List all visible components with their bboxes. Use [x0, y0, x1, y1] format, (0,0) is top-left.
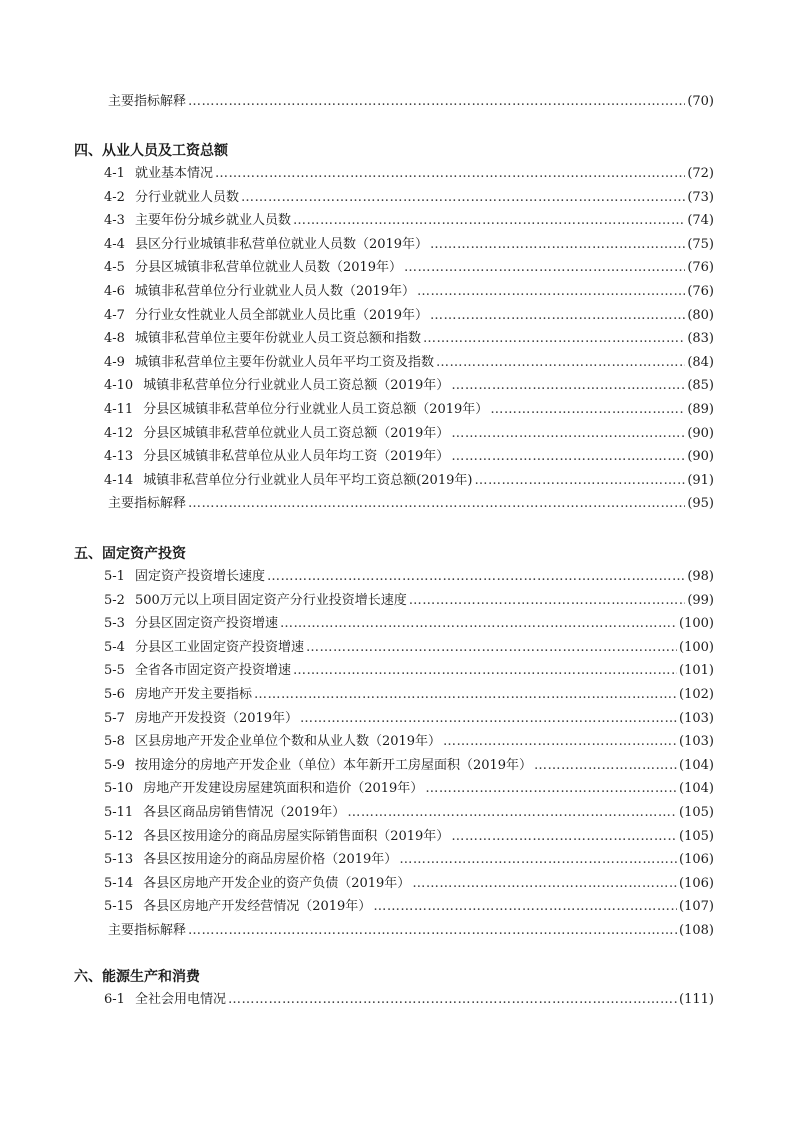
toc-entry-page-number: (98): [687, 569, 714, 584]
toc-entry-page-number: (70): [687, 94, 714, 109]
toc-entry-number: 4-3: [104, 213, 125, 229]
toc-entry-number: 5-9: [104, 757, 125, 773]
toc-entry-title: 各县区按用途分的商品房屋价格（2019年）: [143, 852, 398, 868]
toc-entry-title: 城镇非私营单位分行业就业人员人数（2019年）: [134, 284, 416, 299]
toc-entry-number: 4-7: [104, 307, 125, 323]
dot-leader: [373, 896, 677, 918]
toc-entry-number: 4-12: [104, 425, 134, 441]
toc-entry[interactable]: [0, 896, 714, 918]
toc-entry-page-number: (75): [687, 236, 714, 252]
dot-leader: [430, 234, 685, 256]
toc-entry-page-number: (103): [679, 734, 714, 750]
toc-entry-number: 4-6: [104, 284, 125, 299]
toc-entry-number: 5-11: [104, 805, 134, 820]
toc-entry-number: 4-2: [104, 189, 125, 205]
toc-entry-number: 5-13: [104, 852, 134, 868]
toc-entry-number: 4-5: [104, 260, 125, 276]
toc-entry-page-number: (105): [679, 828, 714, 844]
toc-entry-title: 主要指标解释: [108, 923, 187, 938]
dot-leader: [423, 328, 685, 350]
dot-leader: [425, 778, 677, 800]
toc-entry-title: 城镇非私营单位主要年份就业人员年平均工资及指数: [134, 354, 434, 370]
toc-entry[interactable]: [0, 375, 714, 397]
toc-entry[interactable]: [0, 590, 714, 612]
toc-entry-title: 分县区城镇非私营单位就业人员数（2019年）: [134, 260, 403, 276]
toc-entry-page-number: (76): [687, 260, 714, 276]
toc-entry-title: 房地产开发建设房屋建筑面积和造价（2019年）: [143, 781, 424, 797]
dot-leader: [399, 849, 677, 871]
toc-entry-page-number: (106): [679, 875, 714, 891]
toc-entry[interactable]: [0, 328, 714, 350]
toc-entry-page-number: (91): [687, 472, 714, 488]
toc-entry-title: 分县区城镇非私营单位分行业就业人员工资总额（2019年）: [143, 402, 489, 417]
toc-entry-title: 城镇非私营单位分行业就业人员工资总额（2019年）: [143, 378, 450, 394]
toc-entry-number: 5-7: [104, 710, 125, 726]
toc-entry[interactable]: [0, 684, 714, 706]
dot-leader: [451, 423, 685, 445]
dot-leader: [293, 210, 685, 232]
toc-entry-page-number: (104): [679, 757, 714, 773]
toc-entry-page-number: (74): [687, 213, 714, 229]
toc-entry-page-number: (89): [687, 402, 714, 417]
toc-entry[interactable]: [0, 305, 714, 327]
dot-leader: [254, 684, 677, 706]
toc-entry-number: 4-13: [104, 449, 134, 465]
toc-entry-number: 4-8: [104, 331, 125, 347]
section-heading: 五、固定资产投资: [74, 546, 186, 562]
toc-entry-number: 6-1: [104, 992, 125, 1007]
toc-entry[interactable]: [0, 423, 714, 445]
toc-entry-number: 5-14: [104, 875, 134, 891]
toc-entry-title: 房地产开发投资（2019年）: [134, 710, 299, 726]
toc-entry[interactable]: [0, 802, 714, 824]
toc-entry-page-number: (90): [687, 449, 714, 465]
toc-entry[interactable]: [0, 281, 714, 303]
toc-entry-title: 主要年份分城乡就业人员数: [134, 213, 291, 229]
toc-entry-title: 房地产开发主要指标: [134, 687, 252, 702]
dot-leader: [241, 187, 685, 209]
toc-entry-number: 4-1: [104, 166, 125, 181]
toc-entry[interactable]: [0, 708, 714, 730]
toc-entry-page-number: (83): [687, 331, 714, 347]
toc-entry[interactable]: [0, 234, 714, 256]
toc-entry-title: 分县区城镇非私营单位就业人员工资总额（2019年）: [143, 425, 450, 441]
toc-entry-title: 全省各市固定资产投资增速: [134, 663, 291, 679]
dot-leader: [430, 305, 685, 327]
toc-entry-page-number: (76): [687, 284, 714, 299]
toc-entry[interactable]: [0, 920, 714, 942]
toc-entry-number: 5-8: [104, 734, 125, 750]
toc-entry-page-number: (80): [687, 307, 714, 323]
toc-entry-page-number: (103): [679, 710, 714, 726]
toc-entry[interactable]: [0, 399, 714, 421]
toc-entry-title: 分县区城镇非私营单位从业人员年均工资（2019年）: [143, 449, 450, 465]
dot-leader: [451, 446, 685, 468]
dot-leader: [267, 566, 685, 588]
toc-entry-number: 5-10: [104, 781, 134, 797]
toc-entry-title: 各县区商品房销售情况（2019年）: [143, 805, 346, 820]
dot-leader: [409, 590, 686, 612]
toc-entry[interactable]: [0, 470, 714, 492]
toc-entry-page-number: (100): [679, 616, 714, 632]
toc-entry-title: 主要指标解释: [108, 496, 187, 512]
toc-entry-page-number: (104): [679, 781, 714, 797]
toc-entry-page-number: (111): [679, 992, 714, 1007]
dot-leader: [188, 493, 685, 515]
dot-leader: [490, 399, 685, 421]
toc-entry-page-number: (100): [679, 639, 714, 655]
toc-entry[interactable]: [0, 163, 714, 185]
toc-entry-title: 主要指标解释: [108, 94, 187, 109]
toc-entry-page-number: (84): [687, 354, 714, 370]
toc-entry-number: 5-3: [104, 616, 125, 632]
toc-entry-number: 4-11: [104, 402, 134, 417]
toc-entry-number: 5-12: [104, 828, 134, 844]
toc-entry-page-number: (105): [679, 805, 714, 820]
toc-entry-number: 4-4: [104, 236, 125, 252]
toc-entry-title: 县区分行业城镇非私营单位就业人员数（2019年）: [134, 236, 429, 252]
dot-leader: [436, 352, 685, 374]
toc-entry-number: 4-10: [104, 378, 134, 394]
toc-entry-title: 分县区固定资产投资增速: [134, 616, 278, 632]
toc-entry-number: 5-2: [104, 592, 125, 608]
dot-leader: [474, 470, 685, 492]
toc-entry[interactable]: [0, 873, 714, 895]
dot-leader: [347, 802, 677, 824]
dot-leader: [443, 731, 677, 753]
section-heading: 六、能源生产和消费: [74, 969, 200, 985]
toc-entry[interactable]: [0, 826, 714, 848]
toc-entry-title: 500万元以上项目固定资产分行业投资增长速度: [134, 592, 407, 608]
dot-leader: [412, 873, 677, 895]
dot-leader: [404, 257, 685, 279]
dot-leader: [451, 375, 685, 397]
toc-entry-number: 5-5: [104, 663, 125, 679]
dot-leader: [300, 708, 677, 730]
dot-leader: [417, 281, 685, 303]
toc-entry-title: 分行业就业人员数: [134, 189, 239, 205]
toc-entry-title: 区县房地产开发企业单位个数和从业人数（2019年）: [134, 734, 442, 750]
dot-leader: [451, 826, 677, 848]
toc-entry-number: 5-6: [104, 687, 125, 702]
toc-entry[interactable]: [0, 352, 714, 374]
toc-entry-page-number: (106): [679, 852, 714, 868]
toc-entry-title: 按用途分的房地产开发企业（单位）本年新开工房屋面积（2019年）: [134, 757, 533, 773]
toc-entry-page-number: (102): [679, 687, 714, 702]
toc-entry-title: 各县区按用途分的商品房屋实际销售面积（2019年）: [143, 828, 450, 844]
toc-entry[interactable]: [0, 91, 714, 113]
dot-leader: [228, 989, 677, 1011]
toc-entry-number: 5-1: [104, 569, 125, 584]
toc-entry[interactable]: [0, 446, 714, 468]
dot-leader: [188, 920, 677, 942]
toc-entry-title: 固定资产投资增长速度: [134, 569, 265, 584]
toc-entry[interactable]: [0, 566, 714, 588]
toc-entry-title: 各县区房地产开发经营情况（2019年）: [143, 899, 372, 915]
dot-leader: [188, 91, 685, 113]
dot-leader: [215, 163, 685, 185]
toc-entry-page-number: (95): [687, 496, 714, 512]
dot-leader: [293, 660, 677, 682]
toc-entry[interactable]: [0, 755, 714, 777]
toc-entry-title: 全社会用电情况: [134, 992, 226, 1007]
toc-entry-title: 分县区工业固定资产投资增速: [134, 639, 304, 655]
toc-entry-title: 就业基本情况: [134, 166, 213, 181]
dot-leader: [280, 613, 677, 635]
toc-entry-title: 城镇非私营单位分行业就业人员年平均工资总额(2019年): [143, 472, 473, 488]
toc-entry[interactable]: [0, 989, 714, 1011]
toc-entry-page-number: (108): [679, 923, 714, 938]
toc-entry-page-number: (101): [679, 663, 714, 679]
toc-entry[interactable]: [0, 210, 714, 232]
toc-entry-page-number: (99): [687, 592, 714, 608]
toc-entry-page-number: (107): [679, 899, 714, 915]
toc-entry-title: 城镇非私营单位主要年份就业人员工资总额和指数: [134, 331, 421, 347]
section-heading: 四、从业人员及工资总额: [74, 143, 228, 159]
dot-leader: [306, 637, 677, 659]
toc-entry-page-number: (73): [687, 189, 714, 205]
toc-entry[interactable]: [0, 257, 714, 279]
toc-entry-title: 分行业女性就业人员全部就业人员比重（2019年）: [134, 307, 429, 323]
toc-entry[interactable]: [0, 187, 714, 209]
toc-entry-number: 4-14: [104, 472, 134, 488]
toc-entry-page-number: (85): [687, 378, 714, 394]
toc-entry[interactable]: [0, 493, 714, 515]
dot-leader: [534, 755, 677, 777]
toc-entry-number: 5-15: [104, 899, 134, 915]
toc-entry[interactable]: [0, 637, 714, 659]
toc-entry-page-number: (90): [687, 425, 714, 441]
toc-entry-number: 4-9: [104, 354, 125, 370]
toc-entry[interactable]: [0, 778, 714, 800]
toc-entry-title: 各县区房地产开发企业的资产负债（2019年）: [143, 875, 411, 891]
toc-entry[interactable]: [0, 849, 714, 871]
toc-entry[interactable]: [0, 731, 714, 753]
toc-entry-page-number: (72): [687, 166, 714, 181]
toc-entry-number: 5-4: [104, 639, 125, 655]
toc-entry[interactable]: [0, 613, 714, 635]
toc-entry[interactable]: [0, 660, 714, 682]
